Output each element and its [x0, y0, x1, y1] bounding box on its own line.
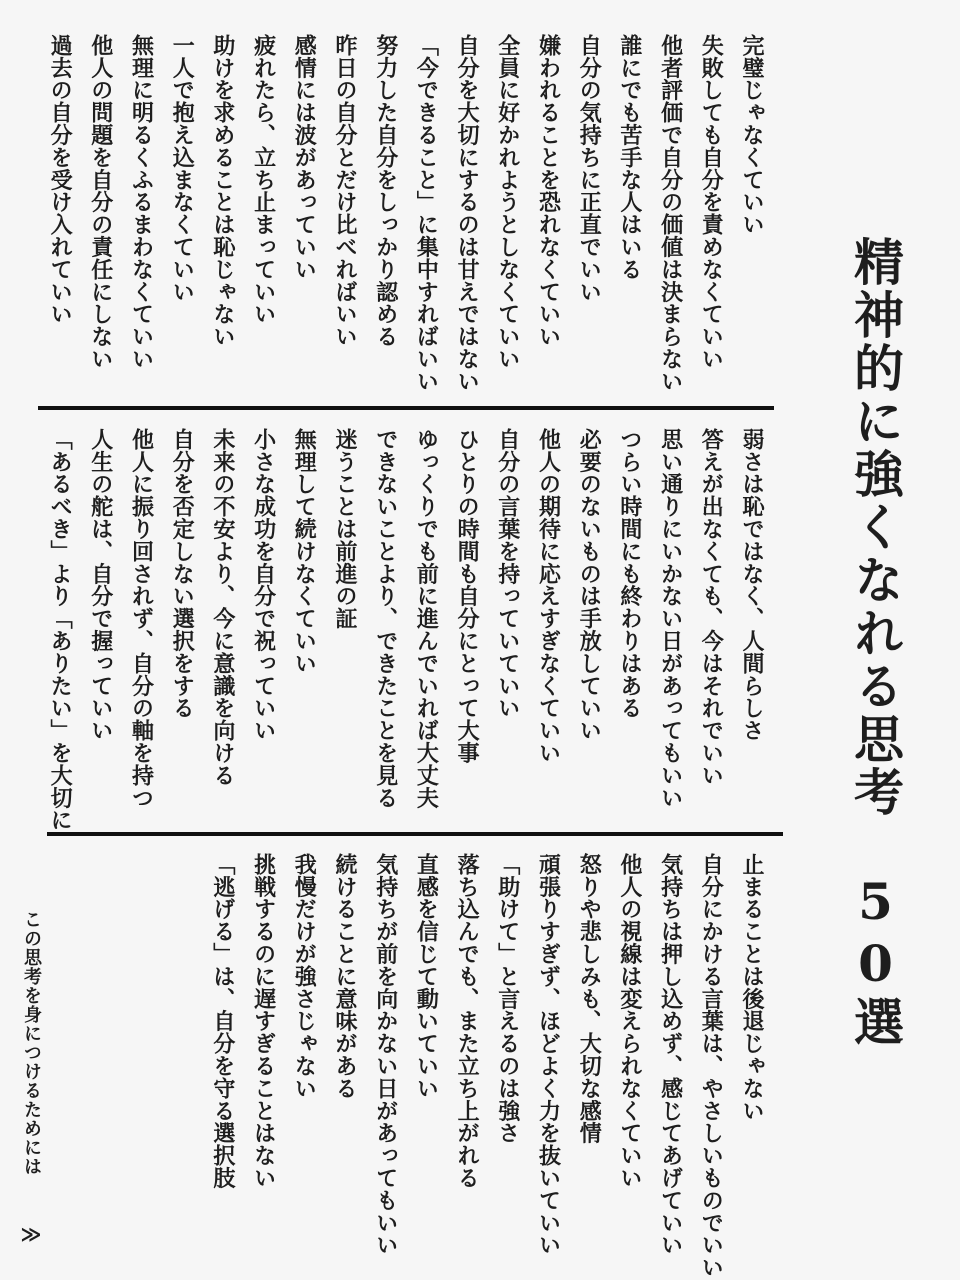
- thought-line: 挑戦するのに遅すぎることはない: [250, 853, 276, 1189]
- section-divider-2: [47, 832, 783, 836]
- thought-line: 疲れたら、立ち止まっていい: [250, 34, 276, 326]
- thought-line: 自分の言葉を持っていていい: [494, 428, 520, 720]
- thought-line: 他人の視線は変えられなくていい: [616, 853, 642, 1189]
- thought-line: 人生の舵は、自分で握っていい: [87, 428, 113, 742]
- thought-line: 弱さは恥ではなく、人間らしさ: [739, 428, 764, 742]
- thought-line: 答えが出なくても、今はそれでいい: [698, 428, 724, 787]
- thought-line: ゆっくりでも前に進んでいれば大丈夫: [413, 428, 439, 809]
- thought-line: 失敗しても自分を責めなくていい: [698, 34, 724, 370]
- thought-line: ひとりの時間も自分にとって大事: [454, 428, 480, 764]
- thought-line: 止まることは後退じゃない: [739, 853, 764, 1122]
- thought-line: 全員に好かれようとしなくていい: [494, 34, 520, 370]
- thought-line: 必要のないものは手放していい: [576, 428, 602, 742]
- thought-line: 無理して続けなくていい: [291, 428, 317, 675]
- thought-line: 「逃げる」は、自分を守る選択肢: [209, 853, 235, 1189]
- thought-line: 過去の自分を受け入れていい: [47, 34, 73, 326]
- thought-line: 助けを求めることは恥じゃない: [209, 34, 235, 348]
- thought-line: 無理に明るくふるまわなくていい: [128, 34, 154, 370]
- thought-line: 「助けて」と言えるのは強さ: [494, 853, 520, 1145]
- thought-line: 気持ちが前を向かない日があってもいい: [372, 853, 398, 1257]
- section-divider-1: [38, 406, 774, 410]
- thought-line: 完璧じゃなくていい: [739, 34, 764, 236]
- thought-line: 感情には波があっていい: [291, 34, 317, 281]
- thought-line: 我慢だけが強さじゃない: [291, 853, 317, 1100]
- thought-line: つらい時間にも終わりはある: [616, 428, 642, 720]
- chevron-down-icon[interactable]: ≫: [20, 1222, 42, 1246]
- thought-line: 迷うことは前進の証: [332, 428, 357, 630]
- thought-line: 自分にかける言葉は、やさしいものでいい: [698, 853, 724, 1279]
- thought-line: 落ち込んでも、また立ち上がれる: [454, 853, 480, 1189]
- footer-text: この思考を身につけるためには: [21, 910, 42, 1176]
- thought-line: 他人に振り回されず、自分の軸を持つ: [128, 428, 154, 809]
- thought-line: 自分の気持ちに正直でいい: [576, 34, 602, 303]
- thought-line: 気持ちは押し込めず、感じてあげていい: [657, 853, 683, 1257]
- thought-line: 怒りや悲しみも、大切な感情: [576, 853, 602, 1145]
- thought-line: 未来の不安より、今に意識を向ける: [209, 428, 235, 787]
- thought-line: 小さな成功を自分で祝っていい: [250, 428, 276, 742]
- thought-line: 努力した自分をしっかり認める: [372, 34, 398, 348]
- thought-line: できないことより、できたことを見る: [372, 428, 398, 809]
- thought-line: 他者評価で自分の価値は決まらない: [657, 34, 683, 393]
- thought-line: 自分を否定しない選択をする: [169, 428, 195, 720]
- thought-line: 他人の問題を自分の責任にしない: [87, 34, 113, 370]
- thought-line: 「今できること」に集中すればいい: [413, 34, 439, 393]
- thought-line: 一人で抱え込まなくていい: [169, 34, 195, 303]
- thought-line: 昨日の自分とだけ比べればいい: [332, 34, 357, 348]
- thought-line: 直感を信じて動いていい: [413, 853, 439, 1100]
- page-title: 精神的に強くなれる思考 50選: [846, 236, 905, 1049]
- thought-line: 続けることに意味がある: [332, 853, 357, 1100]
- thought-line: 頑張りすぎず、ほどよく力を抜いていい: [535, 853, 561, 1257]
- thought-line: 「あるべき」より「ありたい」を大切に: [47, 428, 73, 832]
- thought-line: 誰にでも苦手な人はいる: [616, 34, 642, 281]
- thought-line: 他人の期待に応えすぎなくていい: [535, 428, 561, 764]
- thought-line: 自分を大切にするのは甘えではない: [454, 34, 480, 393]
- thought-line: 嫌われることを恐れなくていい: [535, 34, 561, 348]
- thought-line: 思い通りにいかない日があってもいい: [657, 428, 683, 809]
